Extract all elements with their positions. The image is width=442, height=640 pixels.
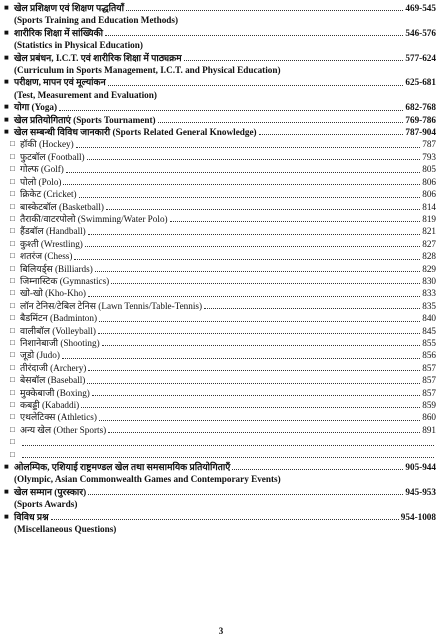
bullet-hollow-square-icon <box>10 201 20 213</box>
page-number: 859 <box>422 400 436 410</box>
leader-dots <box>22 445 434 446</box>
page-number: 821 <box>422 226 436 237</box>
bullet-hollow-square-icon <box>10 387 20 399</box>
toc-section[interactable] <box>4 126 436 138</box>
item-title: शतरंज (Chess) <box>20 251 73 262</box>
page-number: 793 <box>422 151 436 162</box>
leader-dots <box>106 209 420 210</box>
page-number: 891 <box>422 424 436 435</box>
toc-item[interactable] <box>4 424 436 436</box>
toc-section[interactable] <box>4 27 436 39</box>
item-title: फुटबॉल (Football) <box>20 151 85 162</box>
leader-dots <box>88 234 420 235</box>
toc-item[interactable] <box>4 275 436 287</box>
toc-item[interactable] <box>4 213 436 225</box>
item-title: कबड्डी (Kabaddi) <box>20 400 80 410</box>
bullet-hollow-square-icon <box>10 225 20 237</box>
leader-dots <box>81 407 420 408</box>
section-title-english: (Olympic, Asian Commonwealth Games and Contemporary Events) <box>14 474 281 485</box>
page-number: 857 <box>422 375 436 386</box>
item-title: बिलियर्ड्स (Billiards) <box>20 263 93 274</box>
toc-item[interactable] <box>4 225 436 237</box>
item-title: पोलो (Polo) <box>20 176 62 187</box>
item-title: वालीबॉल (Volleyball) <box>20 325 96 336</box>
page-range: 682-768 <box>405 102 436 113</box>
bullet-hollow-square-icon <box>10 213 20 225</box>
page-number: 829 <box>422 263 436 274</box>
section-title-english: (Sports Training and Education Methods) <box>14 15 179 26</box>
leader-dots <box>62 358 420 359</box>
page-number: 856 <box>422 350 436 361</box>
item-title: खो-खो (Kho-Kho) <box>20 288 86 299</box>
bullet-square-icon <box>4 114 14 126</box>
item-title: तैराकी/वाटरपोलो (Swimming/Water Polo) <box>20 213 168 224</box>
toc-item[interactable] <box>4 436 436 448</box>
leader-dots <box>66 172 420 173</box>
bullet-hollow-square-icon <box>10 436 20 448</box>
bullet-hollow-square-icon <box>10 250 20 262</box>
leader-dots <box>204 308 420 309</box>
page-range: 546-576 <box>405 27 436 38</box>
bullet-hollow-square-icon <box>10 263 20 275</box>
page-number: 860 <box>422 412 436 423</box>
item-title: जूडो (Judo) <box>20 350 60 361</box>
toc-item[interactable] <box>4 287 436 299</box>
item-title: लॉन टेनिस/टेबिल टेनिस (Lawn Tennis/Table-Tennis) <box>20 300 203 311</box>
section-title-hindi: परीक्षण, मापन एवं मूल्यांकन <box>14 77 106 88</box>
bullet-square-icon <box>4 486 14 498</box>
page-range: 577-624 <box>405 52 436 63</box>
toc-item[interactable] <box>4 176 436 188</box>
leader-dots <box>87 159 421 160</box>
bullet-hollow-square-icon <box>10 275 20 287</box>
page-range: 625-681 <box>405 77 436 88</box>
bullet-square-icon <box>4 511 14 523</box>
item-title: तीरंदाजी (Archery) <box>20 362 87 373</box>
item-title: मुक्केबाजी (Boxing) <box>20 387 90 398</box>
item-title: एथलेटिक्स (Athletics) <box>20 412 97 423</box>
leader-dots <box>170 221 421 222</box>
page-number: 845 <box>422 325 436 336</box>
leader-dots <box>88 296 420 297</box>
toc-item[interactable] <box>4 374 436 386</box>
leader-dots <box>88 370 420 371</box>
bullet-hollow-square-icon <box>10 362 20 374</box>
bullet-hollow-square-icon <box>10 238 20 250</box>
bullet-square-icon <box>4 52 14 64</box>
page-number: 857 <box>422 362 436 373</box>
toc-section[interactable] <box>4 114 436 126</box>
leader-dots <box>105 35 403 36</box>
leader-dots <box>22 457 434 458</box>
toc-item[interactable] <box>4 399 436 411</box>
toc-section[interactable] <box>4 2 436 14</box>
item-title: जिम्नास्टिक (Gymnastics) <box>20 275 110 286</box>
page-number: 805 <box>422 164 436 175</box>
leader-dots <box>76 147 421 148</box>
page-number: 814 <box>422 201 436 212</box>
toc-section[interactable] <box>4 486 436 498</box>
page-range: 469-545 <box>405 3 436 13</box>
item-title: हैंडबॉल (Handball) <box>20 226 86 237</box>
table-of-contents <box>4 2 436 535</box>
toc-item[interactable] <box>4 188 436 200</box>
leader-dots <box>102 345 421 346</box>
toc-item[interactable] <box>4 349 436 361</box>
toc-item[interactable] <box>4 151 436 163</box>
section-title-english: (Curriculum in Sports Management, I.C.T. and Physical Education) <box>14 65 281 76</box>
section-title-english: (Sports Awards) <box>14 499 78 510</box>
page-range: 954-1008 <box>400 511 436 522</box>
section-title-english: (Test, Measurement and Evaluation) <box>14 89 157 100</box>
page-number: 828 <box>422 251 436 262</box>
bullet-square-icon <box>4 461 14 473</box>
toc-item[interactable] <box>4 238 436 250</box>
page-number: 827 <box>422 238 436 249</box>
toc-section[interactable] <box>4 461 436 473</box>
leader-dots <box>51 519 399 520</box>
page-number: 806 <box>422 176 436 187</box>
section-title-hindi: शारीरिक शिक्षा में सांख्यिकी <box>14 27 104 38</box>
item-title: गोल्फ (Golf) <box>20 164 64 175</box>
toc-item[interactable] <box>4 312 436 324</box>
page-range: 787-904 <box>405 127 436 138</box>
page-range: 945-953 <box>405 486 436 497</box>
page-range: 905-944 <box>405 462 436 473</box>
leader-dots <box>74 259 420 260</box>
bullet-hollow-square-icon <box>10 337 20 349</box>
bullet-square-icon <box>4 2 14 14</box>
toc-item[interactable] <box>4 387 436 399</box>
toc-item[interactable] <box>4 250 436 262</box>
leader-dots <box>108 432 420 433</box>
bullet-hollow-square-icon <box>10 449 20 461</box>
toc-item[interactable] <box>4 411 436 423</box>
page-number: 857 <box>422 387 436 398</box>
toc-item[interactable] <box>4 362 436 374</box>
leader-dots <box>126 10 403 11</box>
item-title: कुश्ती (Wrestling) <box>20 238 83 249</box>
section-title-hindi: ओलम्पिक, एशियाई राष्ट्रमण्डल खेल तथा समसामयिक प्रतियोगिताएँ <box>14 462 231 473</box>
leader-dots <box>108 85 404 86</box>
page-range: 769-786 <box>405 114 436 125</box>
bullet-hollow-square-icon <box>10 188 20 200</box>
toc-item[interactable] <box>4 325 436 337</box>
item-title: बास्केटबॉल (Basketball) <box>20 201 104 212</box>
section-title: योगा (Yoga) <box>14 102 58 113</box>
bullet-hollow-square-icon <box>10 300 20 312</box>
page-number: 806 <box>422 189 436 200</box>
bullet-hollow-square-icon <box>10 424 20 436</box>
section-title-english: (Miscellaneous Questions) <box>14 524 117 535</box>
bullet-hollow-square-icon <box>10 312 20 324</box>
leader-dots <box>158 122 404 123</box>
toc-item[interactable] <box>4 263 436 275</box>
page-number: 840 <box>422 313 436 324</box>
toc-section[interactable] <box>4 52 436 64</box>
bullet-square-icon <box>4 101 14 113</box>
bullet-hollow-square-icon <box>10 349 20 361</box>
toc-item[interactable] <box>4 163 436 175</box>
leader-dots <box>184 60 404 61</box>
leader-dots <box>98 333 420 334</box>
section-title-hindi: खेल प्रशिक्षण एवं शिक्षण पद्धतियाँ <box>14 3 124 13</box>
leader-dots <box>92 395 420 396</box>
leader-dots <box>259 134 404 135</box>
leader-dots <box>63 184 420 185</box>
bullet-square-icon <box>4 27 14 39</box>
toc-item[interactable] <box>4 201 436 213</box>
bullet-hollow-square-icon <box>10 411 20 423</box>
page-number-footer: 3 <box>218 626 224 636</box>
page-number: 835 <box>422 300 436 311</box>
leader-dots <box>87 383 420 384</box>
bullet-square-icon <box>4 76 14 88</box>
section-title-hindi: खेल सम्मान (पुरस्कार) <box>14 486 87 497</box>
bullet-hollow-square-icon <box>10 151 20 163</box>
page-number: 833 <box>422 288 436 299</box>
bullet-hollow-square-icon <box>10 287 20 299</box>
bullet-hollow-square-icon <box>10 325 20 337</box>
leader-dots <box>88 494 403 495</box>
toc-item[interactable] <box>4 138 436 150</box>
section-title: खेल सम्बन्धी विविध जानकारी (Sports Related General Knowledge) <box>14 127 257 138</box>
section-title-english: (Statistics in Physical Education) <box>14 40 143 51</box>
leader-dots <box>232 469 403 470</box>
leader-dots <box>95 271 420 272</box>
item-title: बैडमिंटन (Badminton) <box>20 313 98 324</box>
section-title-hindi: खेल प्रबंधन, I.C.T. एवं शारीरिक शिक्षा में पाठ्यक्रम <box>14 52 182 63</box>
leader-dots <box>99 321 420 322</box>
page-number: 819 <box>422 213 436 224</box>
leader-dots <box>99 420 420 421</box>
toc-item[interactable] <box>4 337 436 349</box>
item-title: निशानेबाजी (Shooting) <box>20 337 100 348</box>
page-number: 855 <box>422 337 436 348</box>
section-title-hindi: विविध प्रश्न <box>14 511 49 522</box>
bullet-hollow-square-icon <box>10 374 20 386</box>
leader-dots <box>85 246 420 247</box>
bullet-hollow-square-icon <box>10 399 20 411</box>
bullet-hollow-square-icon <box>10 176 20 188</box>
item-title: बेसबॉल (Baseball) <box>20 375 86 386</box>
toc-section[interactable] <box>4 511 436 523</box>
bullet-hollow-square-icon <box>10 138 20 150</box>
page-number: 787 <box>422 139 436 150</box>
bullet-hollow-square-icon <box>10 163 20 175</box>
leader-dots <box>111 283 420 284</box>
leader-dots <box>59 110 403 111</box>
item-title: अन्य खेल (Other Sports) <box>20 424 107 435</box>
toc-item[interactable] <box>4 300 436 312</box>
item-title: हॉकी (Hockey) <box>20 139 74 150</box>
toc-item[interactable] <box>4 449 436 461</box>
toc-section[interactable] <box>4 76 436 88</box>
section-title: खेल प्रतियोगिताएं (Sports Tournament) <box>14 114 156 125</box>
leader-dots <box>79 197 421 198</box>
item-title: क्रिकेट (Cricket) <box>20 189 77 200</box>
page-number: 830 <box>422 275 436 286</box>
toc-section[interactable] <box>4 101 436 113</box>
bullet-square-icon <box>4 126 14 138</box>
